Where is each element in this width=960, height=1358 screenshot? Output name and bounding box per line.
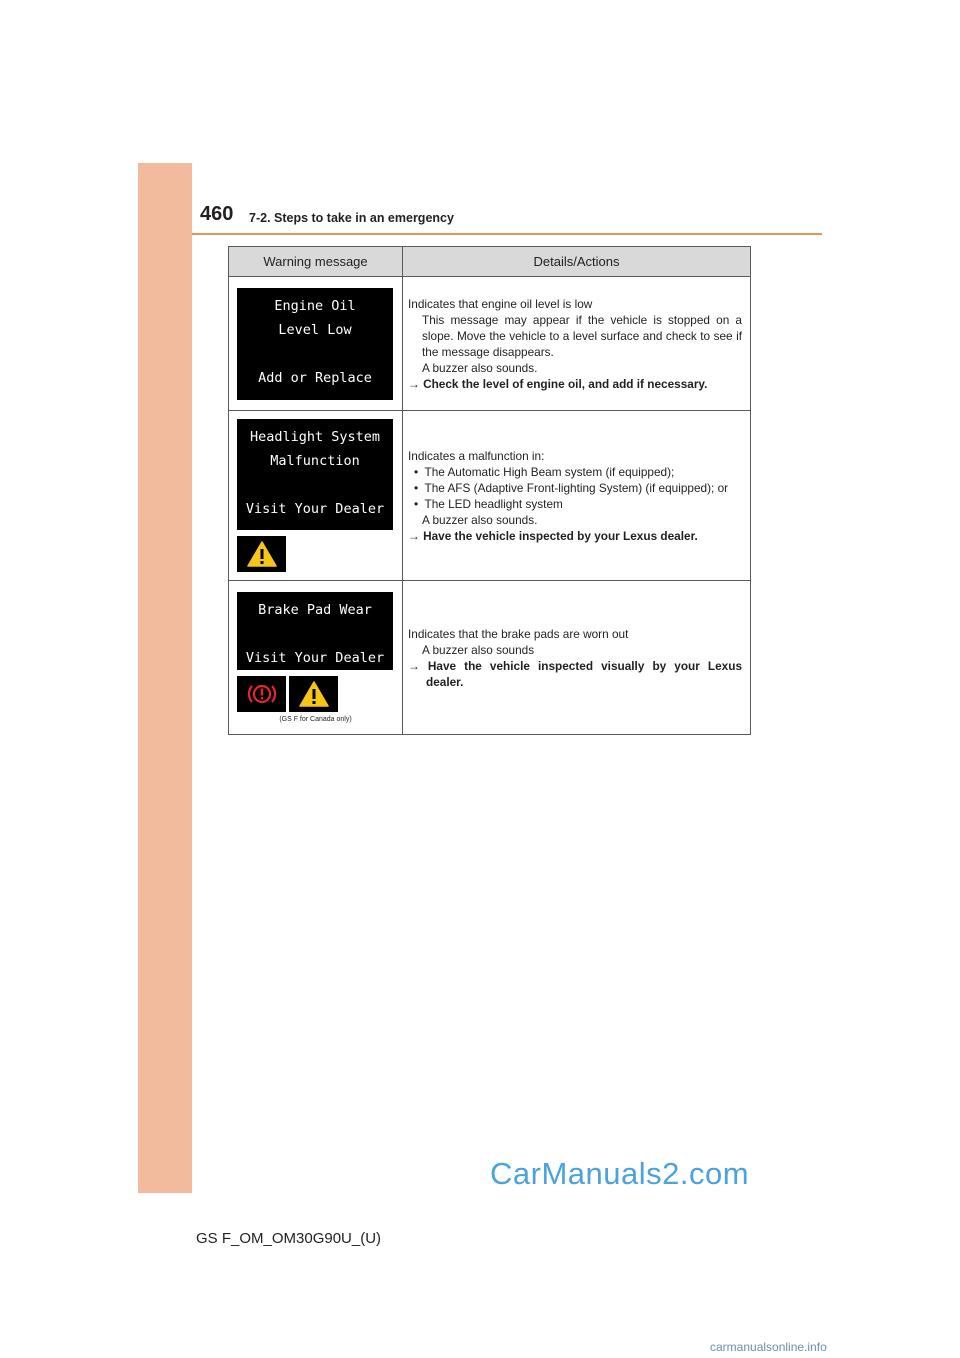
screen-line: Visit Your Dealer xyxy=(245,501,385,517)
table-row xyxy=(229,277,751,411)
arrow-icon: → xyxy=(408,376,420,391)
screen-gap xyxy=(237,622,393,646)
screen-gap xyxy=(237,473,393,497)
warning-image-cell xyxy=(229,277,403,411)
icon-caption: (GS F for Canada only) xyxy=(279,716,352,723)
page-number: 460 xyxy=(200,203,234,225)
screen-gap xyxy=(237,342,393,366)
document-code: GS F_OM_OM30G90U_(U) xyxy=(196,1230,382,1247)
details-cell xyxy=(403,277,751,411)
bullet-mark: • xyxy=(414,480,419,495)
details-text: Indicates that the brake pads are worn out xyxy=(408,626,629,641)
action-line xyxy=(408,376,742,392)
details-cell xyxy=(403,411,751,581)
screen-line: Engine Oil xyxy=(274,297,356,314)
col-header-warning: Warning message xyxy=(229,247,403,277)
details-cell xyxy=(403,581,751,735)
details-text: A buzzer also sounds xyxy=(422,642,535,657)
arrow-icon: → xyxy=(408,528,420,543)
screen-line: Visit Your Dealer xyxy=(245,650,385,666)
bullet-item xyxy=(408,480,742,496)
watermark-logo: CarManuals2.com xyxy=(490,1156,750,1191)
table-header-row xyxy=(229,247,751,277)
action-line xyxy=(408,528,742,544)
details-text: Indicates a malfunction in: xyxy=(408,448,545,463)
details-text: A buzzer also sounds. xyxy=(422,512,538,527)
arrow-icon: → xyxy=(408,658,420,673)
details-text: This message may appear if the vehicle is stopped on a slope. Move the vehicle to a level surface and check to see if the message disappears. xyxy=(422,312,742,359)
display-screen-headlight xyxy=(237,419,393,530)
watermark-subtext: carmanualsonline.info xyxy=(710,1340,827,1354)
action-text: Have the vehicle inspected visually by your Lexus dealer. xyxy=(426,658,743,689)
display-screen-engine-oil xyxy=(237,288,393,400)
section-title: 7-2. Steps to take in an emergency xyxy=(249,211,454,225)
col-header-details: Details/Actions xyxy=(403,247,751,277)
screen-line: Level Low xyxy=(278,321,352,338)
indicator-icons xyxy=(237,536,394,572)
action-text: Have the vehicle inspected by your Lexus dealer. xyxy=(423,528,698,543)
bullet-text: The AFS (Adaptive Front-lighting System) (if equipped); or xyxy=(424,480,729,495)
header-rule xyxy=(192,233,822,235)
warning-image-cell xyxy=(229,411,403,581)
action-line xyxy=(408,658,742,690)
screen-line: Add or Replace xyxy=(258,369,372,386)
bullet-mark: • xyxy=(414,464,419,479)
screen-line: Headlight System xyxy=(249,429,381,445)
table-row xyxy=(229,411,751,581)
warning-message-table xyxy=(228,246,751,735)
bullet-item xyxy=(408,464,742,480)
bullet-text: The LED headlight system xyxy=(424,496,563,511)
indicator-icons xyxy=(237,676,394,712)
screen-line: Brake Pad Wear xyxy=(258,602,372,618)
bullet-text: The Automatic High Beam system (if equipped); xyxy=(424,464,675,479)
side-tab-band xyxy=(138,163,192,1193)
bullet-item xyxy=(408,496,742,512)
warning-triangle-icon xyxy=(289,676,338,712)
display-screen-brake-pad xyxy=(237,592,393,670)
bullet-mark: • xyxy=(414,496,419,511)
warning-image-cell xyxy=(229,581,403,735)
warning-triangle-icon xyxy=(237,536,286,572)
brake-warning-icon xyxy=(237,676,286,712)
action-text: Check the level of engine oil, and add if necessary. xyxy=(423,376,708,391)
details-text: Indicates that engine oil level is low xyxy=(408,296,593,311)
details-text: A buzzer also sounds. xyxy=(422,360,538,375)
screen-line: Malfunction xyxy=(270,453,360,469)
table-row xyxy=(229,581,751,735)
